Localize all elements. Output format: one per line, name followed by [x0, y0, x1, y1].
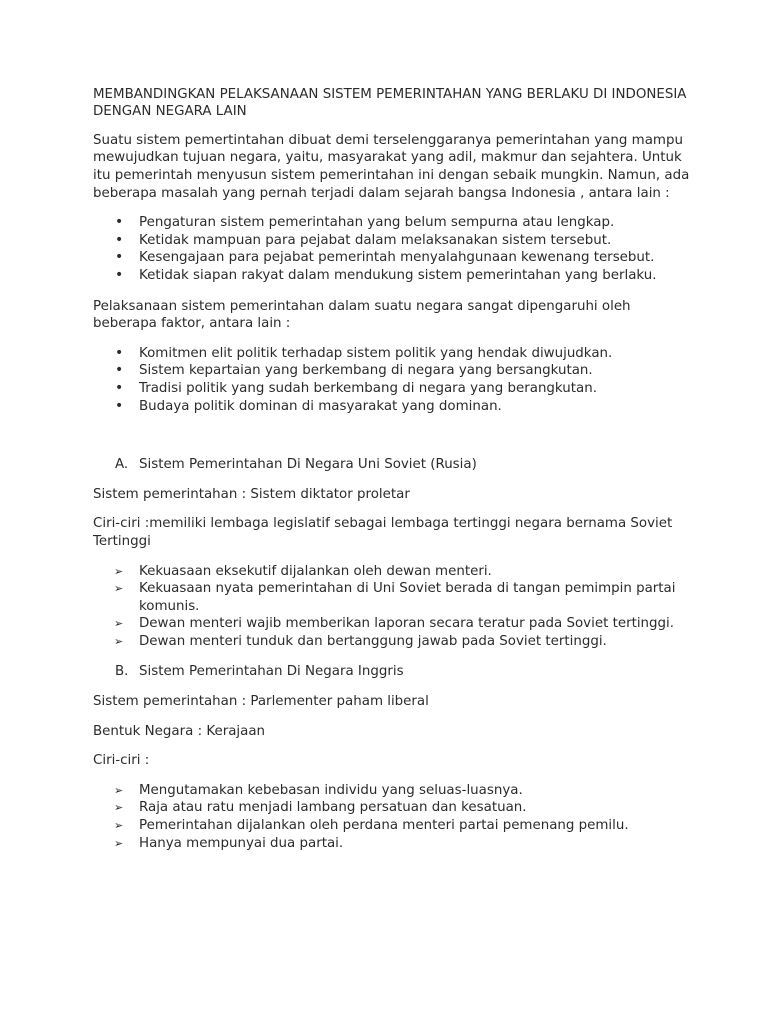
factors-list	[93, 345, 693, 415]
list-item: • Kesengajaan para pejabat pemerintah menyalahgunaan kewenang tersebut.	[93, 249, 693, 267]
section-a-traits-list	[93, 563, 693, 651]
list-item: ➢ Dewan menteri wajib memberikan laporan secara teratur pada Soviet tertinggi.	[93, 615, 693, 633]
list-item: • Ketidak mampuan para pejabat dalam melaksanakan sistem tersebut.	[93, 232, 693, 250]
section-b-heading	[93, 663, 693, 681]
problems-list	[93, 214, 693, 284]
list-item: • Budaya politik dominan di masyarakat yang dominan.	[93, 398, 693, 416]
list-item: ➢ Mengutamakan kebebasan individu yang seluas-luasnya.	[93, 782, 693, 800]
section-a-heading	[93, 456, 693, 474]
list-item: ➢ Hanya mempunyai dua partai.	[93, 835, 693, 853]
section-b-form: Bentuk Negara : Kerajaan	[93, 723, 266, 739]
section-a-traits-intro: Ciri-ciri :memiliki lembaga legislatif sebagai lembaga tertinggi negara bernama Soviet Tertinggi	[93, 516, 673, 549]
section-a-letter: A.	[115, 457, 129, 473]
section-b-traits-intro: Ciri-ciri :	[93, 753, 150, 769]
list-item: • Tradisi politik yang sudah berkembang di negara yang berangkutan.	[93, 380, 693, 398]
list-item: • Pengaturan sistem pemerintahan yang belum sempurna atau lengkap.	[93, 214, 693, 232]
blank-line	[93, 428, 693, 456]
section-b-traits-list	[93, 782, 693, 852]
section-a-system: Sistem pemerintahan : Sistem diktator proletar	[93, 486, 410, 502]
list-item: ➢ Kekuasaan eksekutif dijalankan oleh dewan menteri.	[93, 563, 693, 581]
list-item: • Ketidak siapan rakyat dalam mendukung sistem pemerintahan yang berlaku.	[93, 267, 693, 285]
list-item: ➢ Kekuasaan nyata pemerintahan di Uni Soviet berada di tangan pemimpin partai komunis.	[93, 580, 693, 615]
section-b-heading-text: Sistem Pemerintahan Di Negara Inggris	[139, 664, 404, 680]
list-item: • Sistem kepartaian yang berkembang di negara yang bersangkutan.	[93, 362, 693, 380]
list-item: ➢ Raja atau ratu menjadi lambang persatuan dan kesatuan.	[93, 799, 693, 817]
list-item: ➢ Pemerintahan dijalankan oleh perdana menteri partai pemenang pemilu.	[93, 817, 693, 835]
document-page	[93, 86, 693, 865]
section-b-letter: B.	[115, 664, 129, 680]
section-a-heading-text: Sistem Pemerintahan Di Negara Uni Soviet (Rusia)	[139, 457, 477, 473]
intro-paragraph: Suatu sistem pemertintahan dibuat demi terselenggaranya pemerintahan yang mampu mewujudkan tujuan negara, yaitu, masyarakat yang adil, makmur dan sejahtera. Untuk itu pemerintah menyusun sistem pemerintahan ini dengan sebaik mungkin. Namun, ada beberapa masalah yang pernah terjadi dalam sejarah bangsa Indonesia , antara lain :	[93, 132, 690, 201]
list-item: • Komitmen elit politik terhadap sistem politik yang hendak diwujudkan.	[93, 345, 693, 363]
list-item: ➢ Dewan menteri tunduk dan bertanggung jawab pada Soviet tertinggi.	[93, 633, 693, 651]
document-title: MEMBANDINGKAN PELAKSANAAN SISTEM PEMERINTAHAN YANG BERLAKU DI INDONESIA DENGAN NEGARA LAIN	[93, 87, 687, 120]
factors-intro-paragraph: Pelaksanaan sistem pemerintahan dalam suatu negara sangat dipengaruhi oleh beberapa faktor, antara lain :	[93, 298, 631, 332]
section-b-system: Sistem pemerintahan : Parlementer paham liberal	[93, 694, 429, 710]
